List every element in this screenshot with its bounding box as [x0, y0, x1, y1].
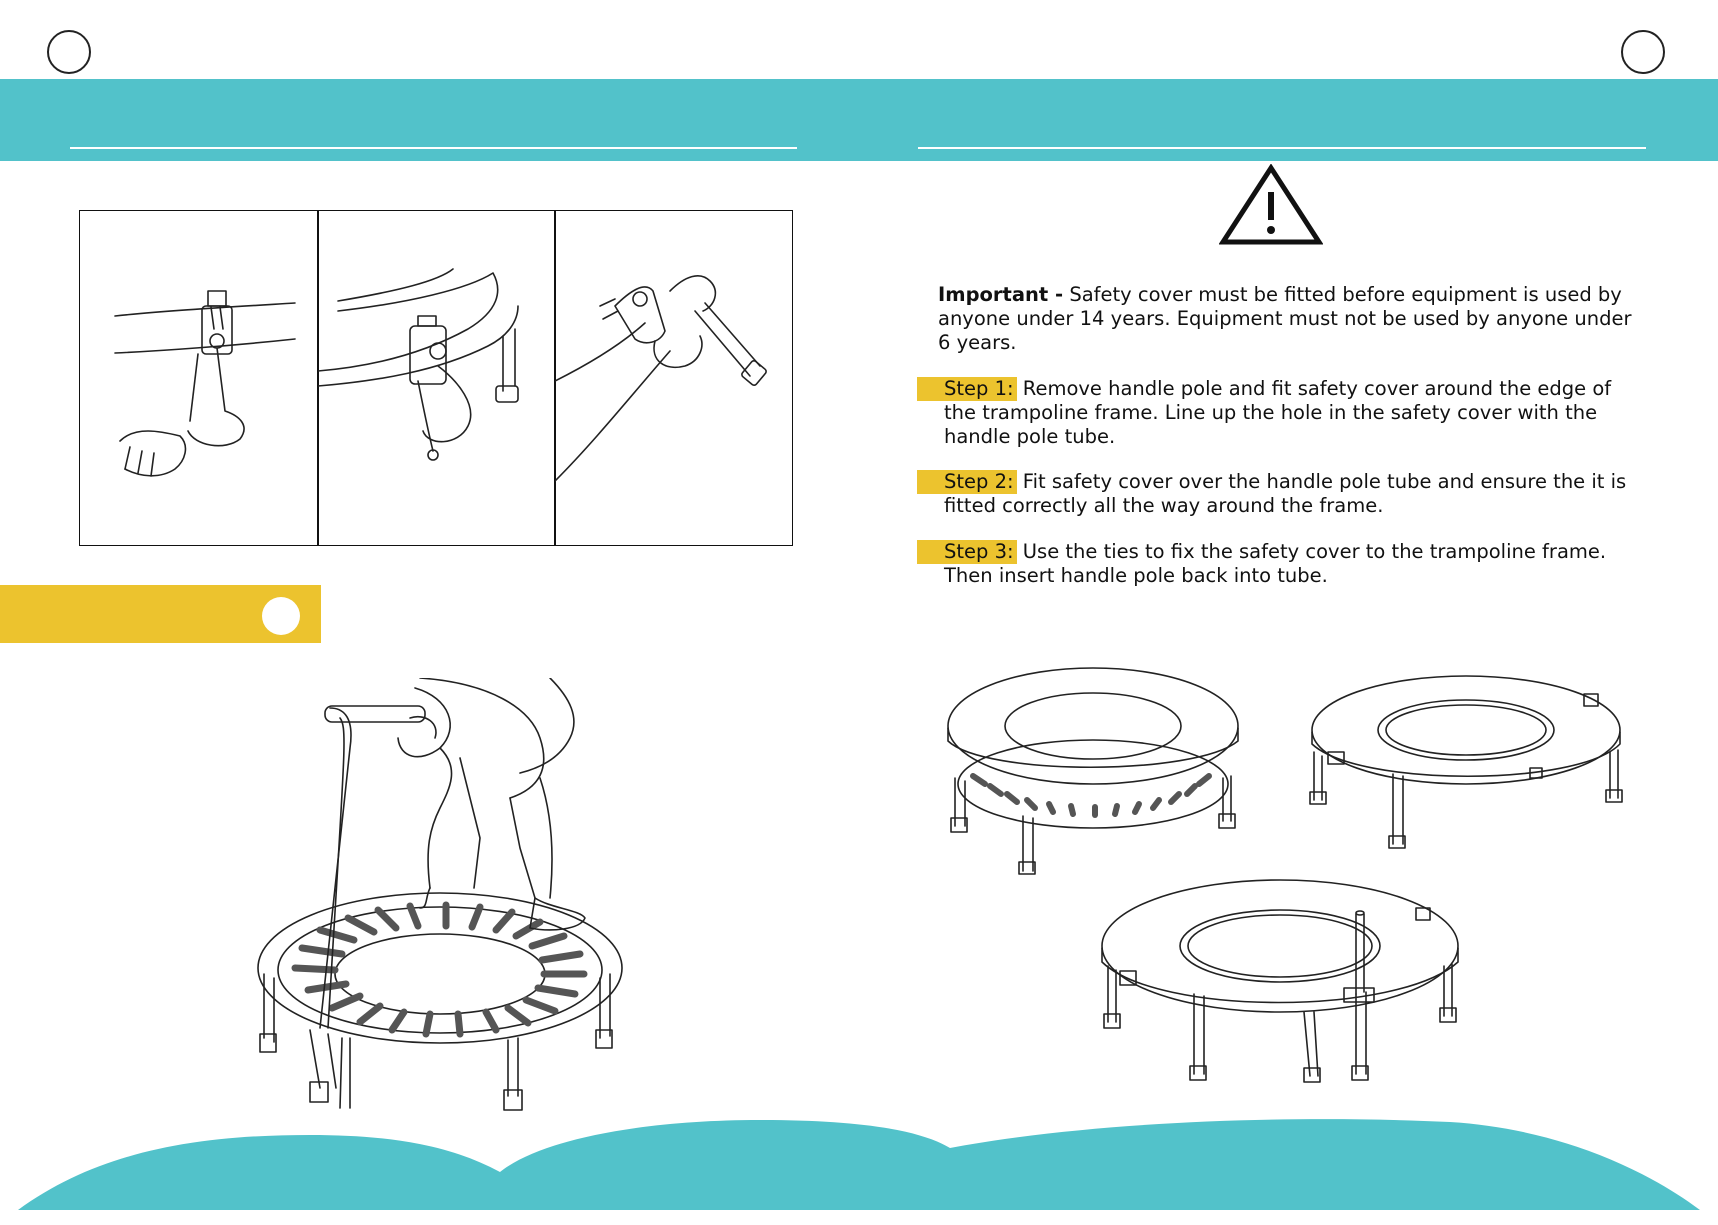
page-number-circle-left [47, 30, 91, 74]
important-text: Safety cover must be fitted before equipment is used by anyone under 14 years. Equipment must not be used by anyone under 6 years. [938, 283, 1632, 354]
header-rule-left [70, 147, 797, 149]
important-notice [938, 283, 1638, 355]
step-3-text: Use the ties to fix the safety cover to the trampoline frame. Then insert handle pole back into tube. [944, 540, 1607, 587]
step-2-tag: Step 2: [917, 470, 1017, 494]
panel-3-illustration [555, 211, 792, 545]
step-1-tag: Step 1: [917, 377, 1017, 401]
warning-triangle-icon [1219, 164, 1323, 246]
step-1-illustration [945, 666, 1245, 876]
page-number-circle-right [1621, 30, 1665, 74]
footer-wave [0, 1110, 1718, 1225]
header-rule-right [918, 147, 1646, 149]
panel-2-illustration [318, 211, 554, 545]
step-1 [944, 377, 1634, 449]
step-3 [944, 540, 1634, 588]
panel-1-illustration [80, 211, 317, 545]
step-3-illustration [1098, 876, 1463, 1090]
step-3-tag: Step 3: [917, 540, 1017, 564]
step-2 [944, 470, 1634, 518]
section-number-circle [262, 597, 300, 635]
tie-fastening-panels [79, 210, 793, 546]
important-label: Important - [938, 283, 1064, 306]
step-1-text: Remove handle pole and fit safety cover around the edge of the trampoline frame. Line up the hole in the safety cover with the handle pole tube. [944, 377, 1612, 448]
step-2-text: Fit safety cover over the handle pole tube and ensure the it is fitted correctly all the way around the frame. [944, 470, 1627, 517]
trampoline-user-illustration [250, 678, 650, 1118]
step-2-illustration [1308, 672, 1626, 857]
